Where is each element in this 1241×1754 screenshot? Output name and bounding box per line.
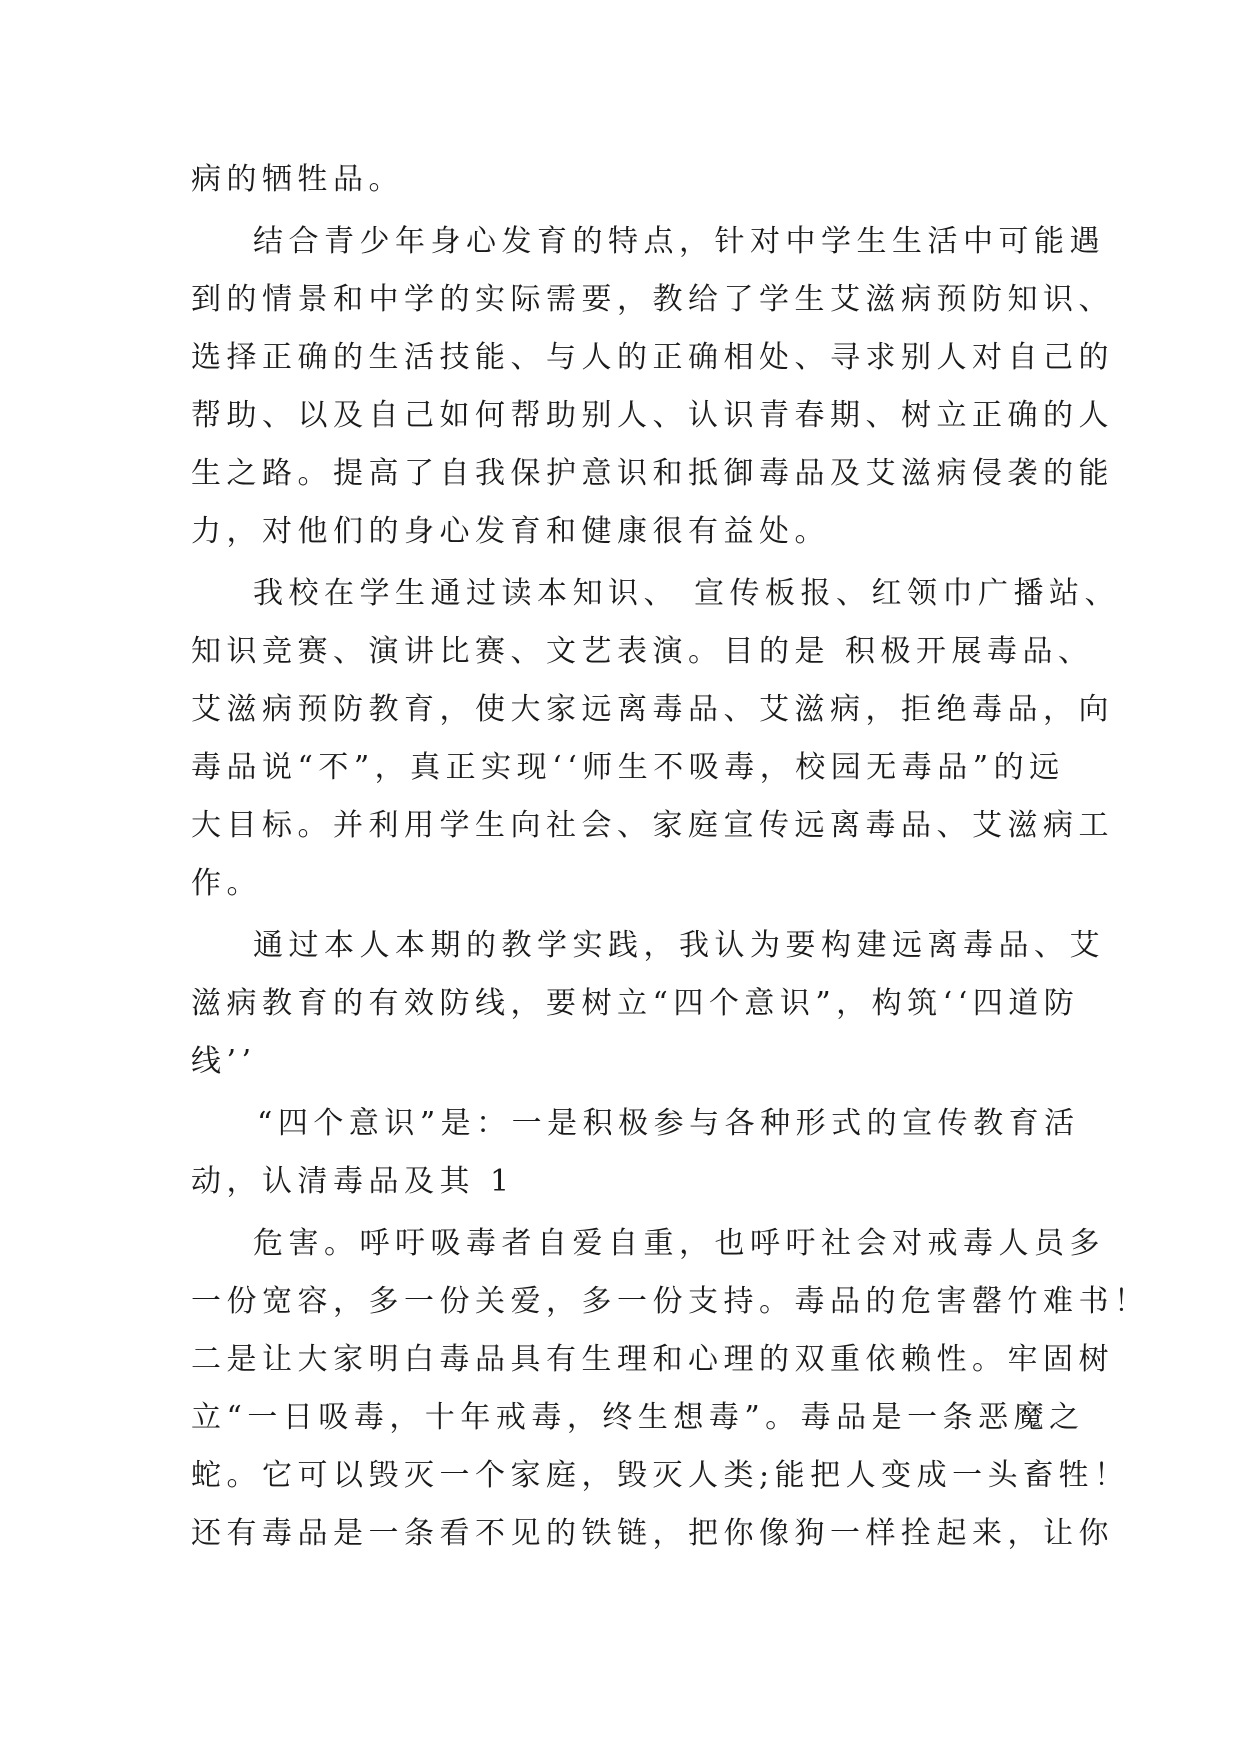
text-line: 病的牺牲品。	[191, 162, 404, 197]
text-line: 选择正确的生活技能、与人的正确相处、寻求别人对自己的	[191, 340, 1114, 375]
text-line: 滋病教育的有效防线，要树立“四个意识”，构筑‘‘四道防	[191, 986, 1080, 1021]
text-line: 大目标。并利用学生向社会、家庭宣传远离毒品、艾滋病工	[191, 808, 1114, 843]
text-line: 帮助、以及自己如何帮助别人、认识青春期、树立正确的人	[191, 398, 1114, 433]
text-line: 作。	[191, 866, 262, 901]
text-line: 生之路。提高了自我保护意识和抵御毒品及艾滋病侵袭的能	[191, 456, 1114, 491]
text-line: 通过本人本期的教学实践，我认为要构建远离毒品、艾	[253, 928, 1105, 963]
text-line: 力，对他们的身心发育和健康很有益处。	[191, 514, 830, 549]
text-line: 我校在学生通过读本知识、 宣传板报、红领巾广播站、	[253, 576, 1121, 611]
text-line: 危害。呼吁吸毒者自爱自重，也呼吁社会对戒毒人员多	[253, 1226, 1105, 1261]
text-line: 还有毒品是一条看不见的铁链，把你像狗一样拴起来，让你	[191, 1516, 1114, 1551]
text-line: 知识竞赛、演讲比赛、文艺表演。目的是 积极开展毒品、	[191, 634, 1094, 669]
text-line: 毒品说“不”，真正实现‘‘师生不吸毒，校园无毒品”的远	[191, 750, 1065, 785]
text-line: 艾滋病预防教育，使大家远离毒品、艾滋病，拒绝毒品，向	[191, 692, 1114, 727]
text-line: 立“一日吸毒，十年戒毒，终生想毒”。毒品是一条恶魔之	[191, 1400, 1085, 1435]
text-line: “四个意识”是：一是积极参与各种形式的宣传教育活	[257, 1106, 1080, 1141]
text-line: 动，认清毒品及其 1	[191, 1164, 515, 1199]
text-line: 一份宽容，多一份关爱，多一份支持。毒品的危害罄竹难书！	[191, 1284, 1150, 1319]
text-line: 结合青少年身心发育的特点，针对中学生生活中可能遇	[253, 224, 1105, 259]
text-line: 线’’	[191, 1044, 257, 1079]
text-line: 二是让大家明白毒品具有生理和心理的双重依赖性。牢固树	[191, 1342, 1114, 1377]
text-line: 蛇。它可以毁灭一个家庭，毁灭人类;能把人变成一头畜牲！	[191, 1458, 1130, 1493]
text-line: 到的情景和中学的实际需要，教给了学生艾滋病预防知识、	[191, 282, 1114, 317]
